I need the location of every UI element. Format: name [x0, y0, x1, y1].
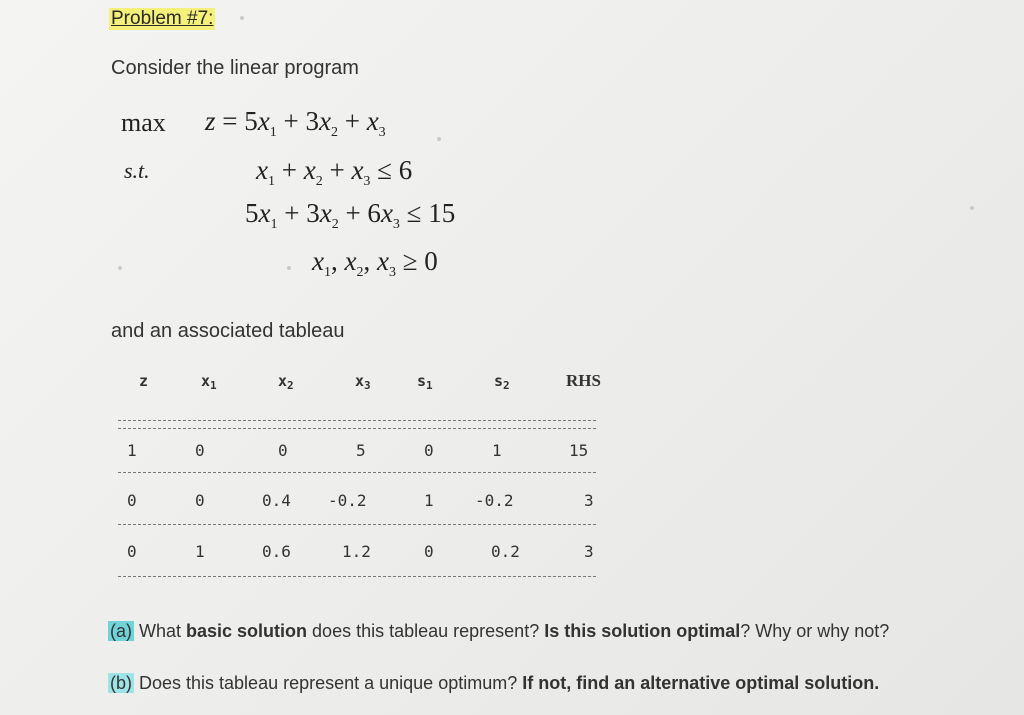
objective-label: max — [121, 108, 166, 137]
question-a — [108, 621, 889, 642]
table-cell: 0 — [127, 542, 137, 561]
question-text-bold: If not, find an alternative optimal solution. — [522, 673, 880, 693]
table-cell: 0 — [127, 491, 137, 510]
question-text: Does this tableau represent a unique optimum? — [134, 673, 523, 693]
table-cell: 0 — [424, 542, 434, 561]
question-b-label: (b) — [110, 673, 132, 693]
table-cell: -0.2 — [475, 491, 514, 510]
paper-fleck — [287, 266, 291, 270]
header-x3: $x_3$ — [355, 372, 371, 392]
header-s1: $s_1$ — [417, 372, 433, 392]
header-x2: $x_2$ — [278, 372, 294, 392]
table-cell: 1 — [127, 441, 137, 460]
header-x1: $x_1$ — [201, 372, 217, 392]
tableau-divider — [118, 524, 596, 525]
table-cell: 1 — [424, 491, 434, 510]
header-rhs: RHS — [566, 371, 601, 390]
tableau-divider — [118, 428, 596, 429]
paper-fleck — [970, 206, 974, 210]
tableau-divider — [118, 576, 596, 577]
tableau-divider — [118, 472, 596, 473]
table-cell: -0.2 — [328, 491, 367, 510]
objective-function: $z = 5x_1 + 3x_2 + x_3$ — [205, 106, 386, 140]
constraints-label: s.t. — [124, 158, 150, 183]
question-text-bold: Is this solution optimal — [544, 621, 741, 641]
table-cell: 0 — [278, 441, 288, 460]
question-text-bold: basic solution — [186, 621, 308, 641]
paper-fleck — [118, 266, 122, 270]
table-cell: 0.6 — [262, 542, 291, 561]
paper-fleck — [437, 137, 441, 141]
table-cell: 1 — [492, 441, 502, 460]
header-z: z — [139, 372, 149, 390]
question-text: ? Why or why not? — [740, 621, 890, 641]
table-cell: 0 — [195, 441, 205, 460]
constraint-2: $5x_1 + 3x_2 + 6x_3 \le 15$ — [245, 198, 456, 232]
table-cell: 3 — [584, 491, 594, 510]
table-cell: 0.2 — [491, 542, 520, 561]
question-text: What — [134, 621, 187, 641]
constraint-1: $x_1 + x_2 + x_3 \le 6$ — [256, 155, 413, 189]
table-cell: 1 — [195, 542, 205, 561]
problem-title: Problem #7: — [111, 8, 214, 29]
table-cell: 5 — [356, 441, 366, 460]
table-cell: 15 — [569, 441, 589, 460]
question-a-label: (a) — [110, 621, 132, 641]
question-text: does this tableau represent? — [307, 621, 545, 641]
header-s2: $s_2$ — [494, 372, 510, 392]
tableau-divider — [118, 420, 596, 421]
nonnegativity-constraint: $x_1$, $x_2$, $x_3 \ge 0$ — [312, 246, 438, 280]
table-cell: 3 — [584, 542, 594, 561]
question-b — [108, 673, 879, 694]
table-cell: 0.4 — [262, 491, 291, 510]
table-cell: 0 — [195, 491, 205, 510]
tableau-intro: and an associated tableau — [111, 320, 345, 342]
paper-fleck — [240, 16, 244, 20]
intro-text: Consider the linear program — [111, 57, 359, 79]
table-cell: 1.2 — [342, 542, 371, 561]
table-cell: 0 — [424, 441, 434, 460]
